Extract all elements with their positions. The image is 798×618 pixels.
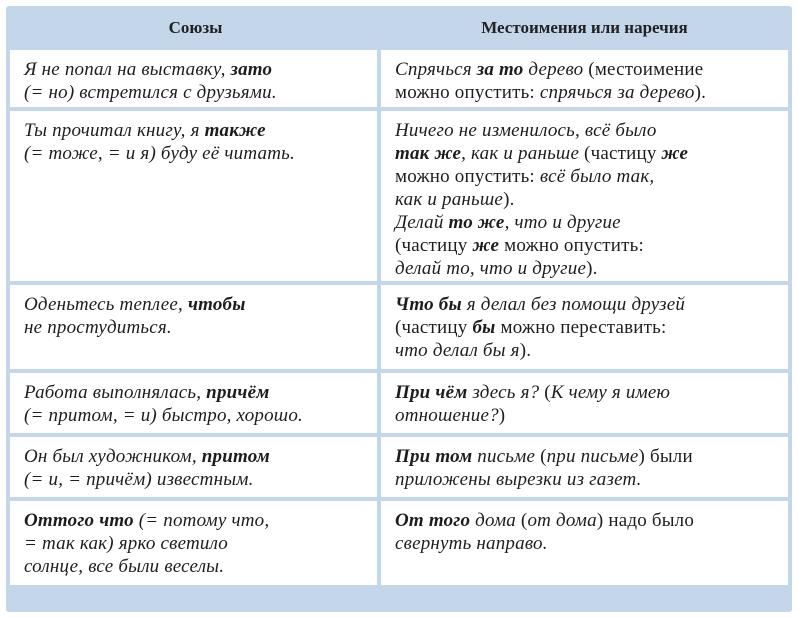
text-segment: (частицу [584,143,662,164]
text-line [395,445,776,468]
text-segment: ). [694,82,707,103]
text-segment: так же [395,143,462,164]
text-segment: бы [472,317,496,338]
text-segment: я делал без помощи друзей [461,294,686,315]
text-line [395,58,776,81]
cell-conjunction [10,285,377,369]
text-segment: Ничего не изменилось, всё было [395,120,657,141]
text-line [24,509,365,532]
text-line [24,445,365,468]
text-line [24,119,365,142]
text-line [24,532,365,555]
text-line [395,165,776,188]
text-segment: ). [503,189,515,210]
text-segment: , как и раньше [461,143,585,164]
text-line [24,293,365,316]
text-line [395,142,776,165]
text-segment: можно опустить: [395,166,540,187]
text-line [395,81,776,104]
text-segment: приложены вырезки из газет. [395,469,642,490]
header-pronouns-adverbs: Местоимения или наречия [481,18,688,37]
text-segment: , что и другие [504,212,621,233]
text-segment: (частицу [395,317,473,338]
text-line [24,468,365,491]
text-segment: Ты прочитал книгу, я [24,120,205,141]
text-segment: письме [472,446,541,467]
text-segment: = так как) ярко светило [24,533,228,554]
text-segment: (= тоже, = и я) буду её читать. [24,143,295,164]
text-segment: здесь я? [467,382,545,403]
text-segment: От того [395,510,471,531]
text-segment: ( [520,510,528,531]
text-line [395,381,776,404]
text-segment: чтобы [187,294,246,315]
text-segment: что делал бы я [395,340,520,361]
text-segment: К чему я имею [550,382,671,403]
text-line [395,119,776,142]
text-segment: При том [395,446,473,467]
text-line [395,339,776,362]
text-line [395,509,776,532]
text-segment: же [661,143,689,164]
comparison-table [6,6,792,612]
text-segment: солнце, все были веселы. [24,556,225,577]
text-segment: можно опустить: [499,235,645,256]
cell-pronoun-adverb [381,501,788,585]
text-segment: (= и, = причём) известным. [24,469,254,490]
text-segment: всё было так, [539,166,655,187]
table-body [10,50,788,585]
cell-pronoun-adverb [381,373,788,433]
text-segment: (частицу [395,235,473,256]
text-line [24,81,365,104]
text-segment: Делай [395,212,449,233]
text-segment: ( [540,446,547,467]
text-line [395,532,776,555]
text-line [24,58,365,81]
table-row [10,373,788,433]
cell-conjunction [10,111,377,281]
text-segment: дома [470,510,521,531]
text-segment: Спрячься [395,59,477,80]
text-segment: Он был художником, [24,446,202,467]
cell-pronoun-adverb [381,285,788,369]
text-segment: спрячься за дерево [539,82,695,103]
text-segment: можно опустить: [395,82,540,103]
text-line [395,293,776,316]
table-header [10,6,788,50]
text-line [395,404,776,427]
table-row [10,501,788,585]
text-line [24,142,365,165]
cell-conjunction [10,501,377,585]
text-segment: также [204,120,266,141]
text-segment: ) были [638,446,693,467]
text-segment: можно переставить: [495,317,667,338]
text-segment: Оттого что [24,510,134,531]
cell-pronoun-adverb [381,50,788,107]
cell-pronoun-adverb [381,437,788,497]
text-line [395,188,776,211]
header-conjunctions: Союзы [168,18,223,37]
text-segment: причём [206,382,270,403]
text-line [395,316,776,339]
text-segment: (местоимение [588,59,704,80]
text-segment: ) [498,405,506,426]
text-segment: Я не попал на выставку, [24,59,231,80]
text-segment: не простудиться. [24,317,172,338]
table-row [10,111,788,281]
text-line [24,404,365,427]
text-segment: при письме [546,446,639,467]
cell-conjunction [10,373,377,433]
cell-pronoun-adverb [381,111,788,281]
text-segment: свернуть направо. [395,533,548,554]
text-segment: ). [519,340,532,361]
text-segment: (= притом, = и) быстро, хорошо. [24,405,304,426]
text-segment: ( [544,382,551,403]
text-segment: Работа выполнялась, [24,382,207,403]
table-row [10,437,788,497]
text-segment: притом [201,446,270,467]
text-segment: отношение? [395,405,499,426]
text-segment: зато [230,59,273,80]
text-line [395,468,776,491]
text-segment: делай то, что и другие [395,258,587,279]
table-row [10,285,788,369]
text-segment: от дома [527,510,597,531]
text-segment: ) надо было [596,510,695,531]
text-line [395,211,776,234]
text-line [24,381,365,404]
text-segment: ). [586,258,598,279]
text-segment: (= но) встретился с друзьями. [24,82,277,103]
text-segment: за то [476,59,524,80]
text-segment: как и раньше [395,189,504,210]
text-line [24,316,365,339]
text-segment: дерево [523,59,589,80]
text-line [395,234,776,257]
text-segment: (= потому что, [133,510,270,531]
text-segment: При чём [395,382,468,403]
text-segment: то же [448,212,505,233]
cell-conjunction [10,50,377,107]
text-segment: Что бы [395,294,462,315]
text-segment: же [472,235,500,256]
cell-conjunction [10,437,377,497]
text-line [395,257,776,280]
text-segment: Оденьтесь теплее, [24,294,188,315]
text-line [24,555,365,578]
table-row [10,50,788,107]
